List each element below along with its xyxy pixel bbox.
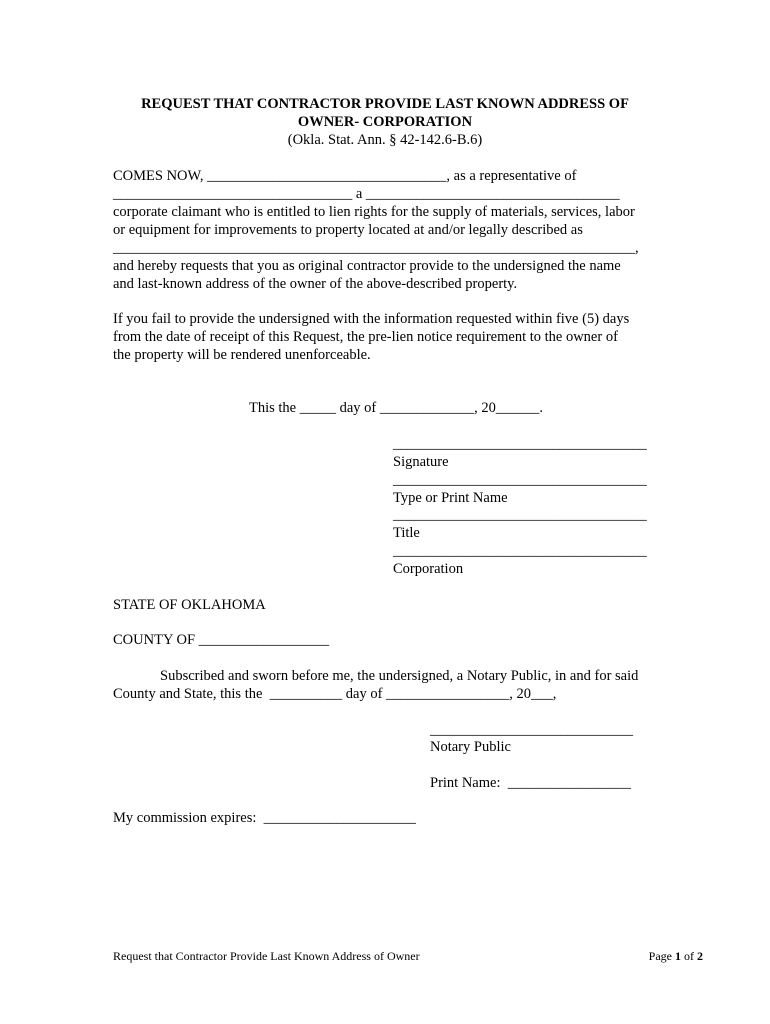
print-name-blank: ___________________________________ bbox=[393, 472, 647, 488]
page-of: of bbox=[681, 949, 697, 963]
footer-document-title: Request that Contractor Provide Last Known Address of Owner bbox=[113, 949, 420, 963]
warning-line-1: If you fail to provide the undersigned with the information requested within five (5) days bbox=[113, 311, 630, 327]
title-blank: ___________________________________ bbox=[393, 507, 647, 523]
statute-citation: (Okla. Stat. Ann. § 42-142.6-B.6) bbox=[287, 132, 483, 148]
corporation-label: Corporation bbox=[393, 561, 464, 577]
warning-line-2: from the date of receipt of this Request, the pre-lien notice requirement to the owner of bbox=[113, 329, 618, 345]
notary-print-name: Print Name: _________________ bbox=[430, 775, 631, 791]
property-description-line: or equipment for improvements to property located at and/or legally described as bbox=[113, 222, 583, 238]
property-blank-line: ________________________________________________________________________, bbox=[113, 240, 639, 256]
notary-public-label: Notary Public bbox=[430, 739, 511, 755]
state-heading: STATE OF OKLAHOMA bbox=[113, 597, 266, 613]
signature-label: Signature bbox=[393, 454, 449, 470]
title-line-2: OWNER- CORPORATION bbox=[297, 114, 473, 130]
corporation-blank: ___________________________________ bbox=[393, 543, 647, 559]
sworn-line-2: County and State, this the __________ day of _________________, 20___, bbox=[113, 686, 557, 702]
comes-now-line: COMES NOW, _________________________________, as a representative of bbox=[113, 168, 577, 184]
claimant-line: corporate claimant who is entitled to lien rights for the supply of materials, services, labor bbox=[113, 204, 635, 220]
representative-line: _________________________________ a ___________________________________ bbox=[113, 186, 620, 202]
request-line: and hereby requests that you as original contractor provide to the undersigned the name bbox=[113, 258, 621, 274]
page-current: 1 bbox=[675, 949, 681, 963]
commission-expires-line: My commission expires: _____________________ bbox=[113, 810, 416, 826]
title-line-1: REQUEST THAT CONTRACTOR PROVIDE LAST KNOWN ADDRESS OF bbox=[141, 96, 629, 112]
print-name-label: Type or Print Name bbox=[393, 490, 508, 506]
title-label: Title bbox=[393, 525, 420, 541]
warning-line-3: the property will be rendered unenforceable. bbox=[113, 347, 371, 363]
date-line: This the _____ day of _____________, 20______. bbox=[249, 400, 544, 416]
signature-blank: ___________________________________ bbox=[393, 436, 647, 452]
page-prefix: Page bbox=[648, 949, 675, 963]
county-line: COUNTY OF __________________ bbox=[113, 632, 330, 648]
page-total: 2 bbox=[697, 949, 703, 963]
address-line: and last-known address of the owner of the above-described property. bbox=[113, 276, 518, 292]
footer-page-number bbox=[649, 949, 703, 963]
sworn-line-1: Subscribed and sworn before me, the undersigned, a Notary Public, in and for said bbox=[160, 668, 639, 684]
notary-signature-blank: ____________________________ bbox=[430, 722, 633, 738]
